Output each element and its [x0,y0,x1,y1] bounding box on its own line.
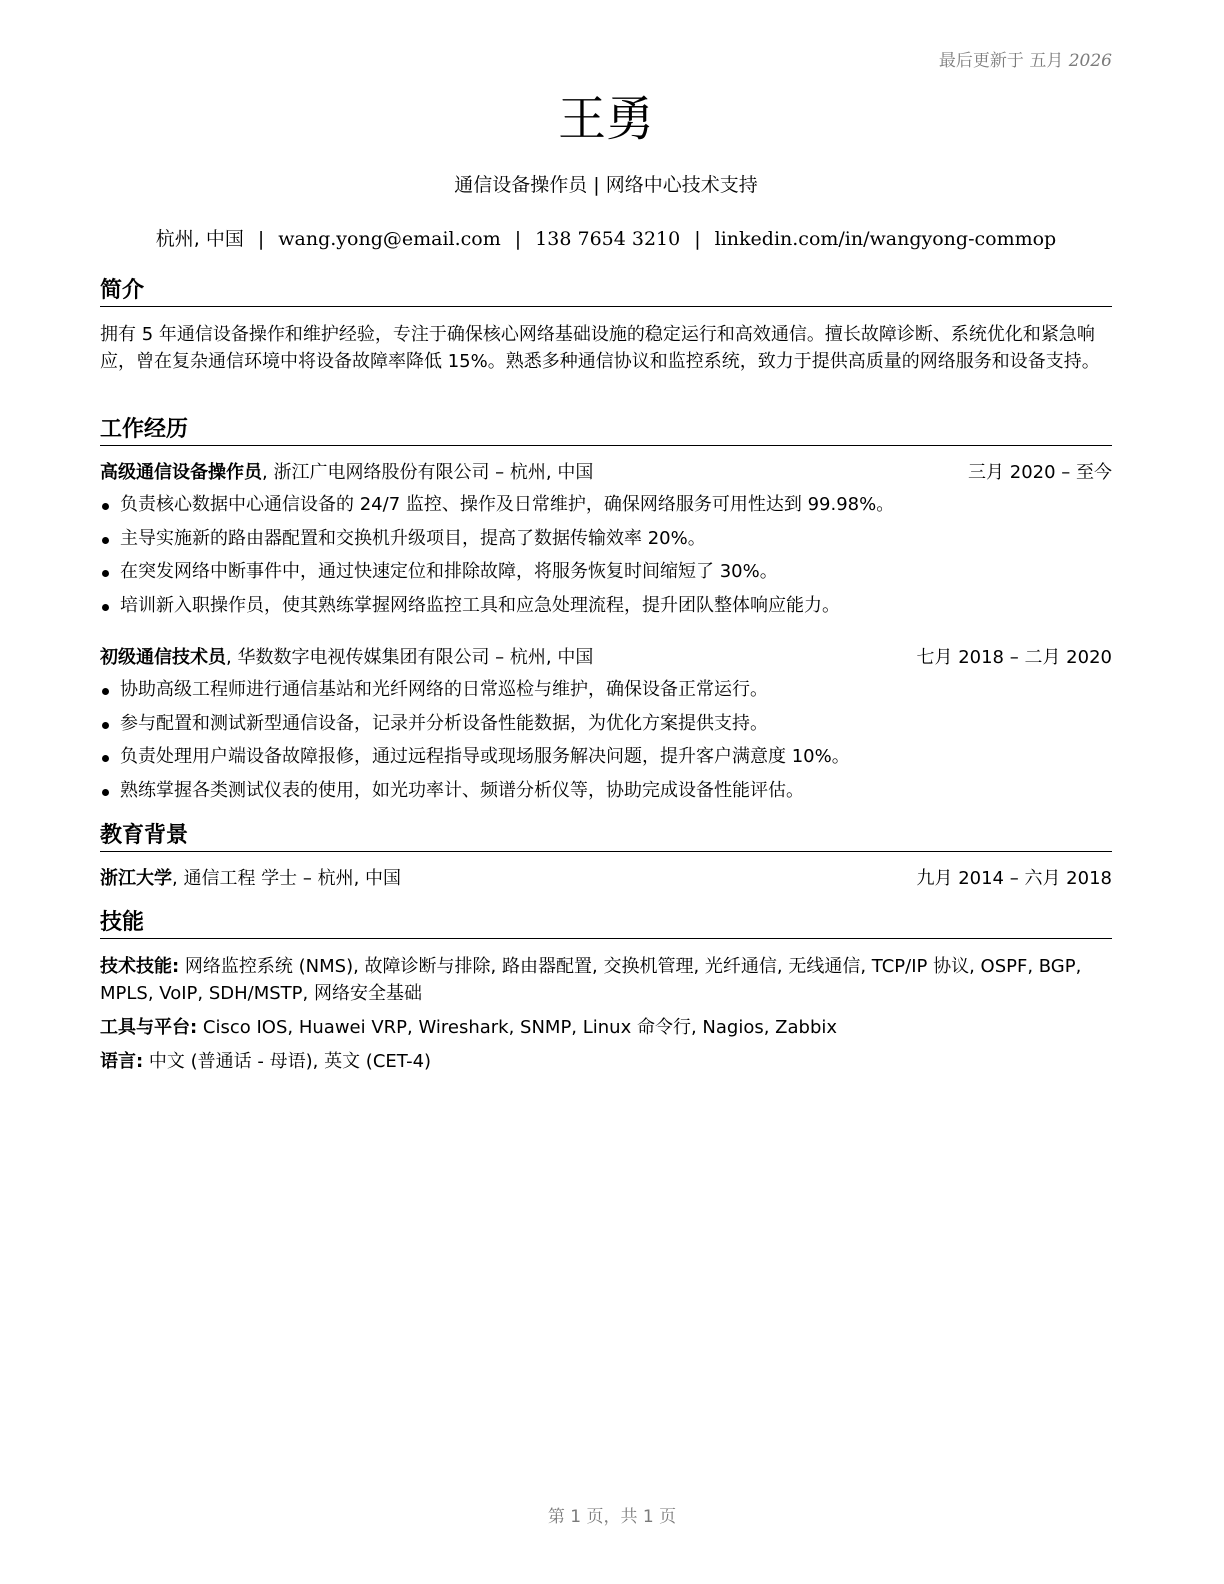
summary-text: 拥有 5 年通信设备操作和维护经验，专注于确保核心网络基础设施的稳定运行和高效通信。擅长故障诊断、系统优化和紧急响应，曾在复杂通信环境中将设备故障率降低 15%。熟悉多种通信协议和监控系统，致力于提供高质量的网络服务和设备支持。 [100,324,1100,372]
education-entry [100,866,1112,892]
list-item: 协助高级工程师进行通信基站和光纤网络的日常巡检与维护，确保设备正常运行。 [100,677,1112,703]
job-bullets [100,492,1112,626]
skill-value: 网络监控系统 (NMS), 故障诊断与排除, 路由器配置, 交换机管理, 光纤通信, 无线通信, TCP/IP 协议, OSPF, BGP, MPLS, VoIP, SDH/MSTP, 网络安全基础 [100,956,1082,1004]
job-bullets [100,677,1112,811]
contact-separator: | [694,228,701,250]
contact-phone: 138 7654 3210 [535,228,681,250]
education-school: 浙江大学 [100,868,172,889]
job-org: , 浙江广电网络股份有限公司 – 杭州, 中国 [262,462,594,483]
contact-email[interactable]: wang.yong@email.com [278,228,501,250]
job-org: , 华数数字电视传媒集团有限公司 – 杭州, 中国 [226,647,594,668]
job-role: 初级通信技术员 [100,647,226,668]
list-item: 在突发网络中断事件中，通过快速定位和排除故障，将服务恢复时间缩短了 30%。 [100,559,1112,585]
contact-line [100,224,1112,251]
list-item: 参与配置和测试新型通信设备，记录并分析设备性能数据，为优化方案提供支持。 [100,711,1112,737]
contact-location: 杭州, 中国 [155,228,244,250]
skill-value: Cisco IOS, Huawei VRP, Wireshark, SNMP, Linux 命令行, Nagios, Zabbix [197,1017,838,1038]
section-heading-education: 教育背景 [100,821,1112,852]
list-item: 培训新入职操作员，使其熟练掌握网络监控工具和应急处理流程，提升团队整体响应能力。 [100,593,1112,619]
section-heading-experience: 工作经历 [100,415,1112,446]
job-date: 七月 2018 – 二月 2020 [916,647,1112,668]
skill-label: 技术技能: [100,956,180,977]
skill-line-technical [100,953,1112,1007]
last-updated [939,46,1112,71]
job-role: 高级通信设备操作员 [100,462,262,483]
education-detail: , 通信工程 学士 – 杭州, 中国 [172,868,402,889]
list-item: 负责核心数据中心通信设备的 24/7 监控、操作及日常维护，确保网络服务可用性达到 99.98%。 [100,492,1112,518]
list-item: 主导实施新的路由器配置和交换机升级项目，提高了数据传输效率 20%。 [100,526,1112,552]
contact-linkedin[interactable]: linkedin.com/in/wangyong-commop [714,228,1057,250]
skill-value: 中文 (普通话 - 母语), 英文 (CET-4) [143,1051,432,1072]
job-date: 三月 2020 – 至今 [968,462,1112,483]
contact-separator: | [514,228,522,250]
skill-label: 工具与平台: [100,1017,198,1038]
page-footer: 第 1 页，共 1 页 [547,1507,677,1527]
last-updated-year: 2026 [1068,51,1112,71]
resume-page [100,0,1112,1584]
candidate-name: 王勇 [557,91,654,147]
list-item: 熟练掌握各类测试仪表的使用，如光功率计、频谱分析仪等，协助完成设备性能评估。 [100,778,1112,804]
education-date: 九月 2014 – 六月 2018 [916,868,1112,889]
section-heading-summary: 简介 [100,276,1112,307]
skill-line-tools [100,1014,1112,1041]
skill-label: 语言: [100,1051,144,1072]
list-item: 负责处理用户端设备故障报修，通过远程指导或现场服务解决问题，提升客户满意度 10%。 [100,744,1112,770]
job-header [100,645,1112,671]
last-updated-label: 最后更新于 五月 [938,51,1064,71]
skill-line-languages [100,1048,1112,1075]
candidate-title: 通信设备操作员 | 网络中心技术支持 [454,174,758,196]
job-header [100,460,1112,486]
contact-separator: | [257,228,265,250]
section-heading-skills: 技能 [100,908,1112,939]
